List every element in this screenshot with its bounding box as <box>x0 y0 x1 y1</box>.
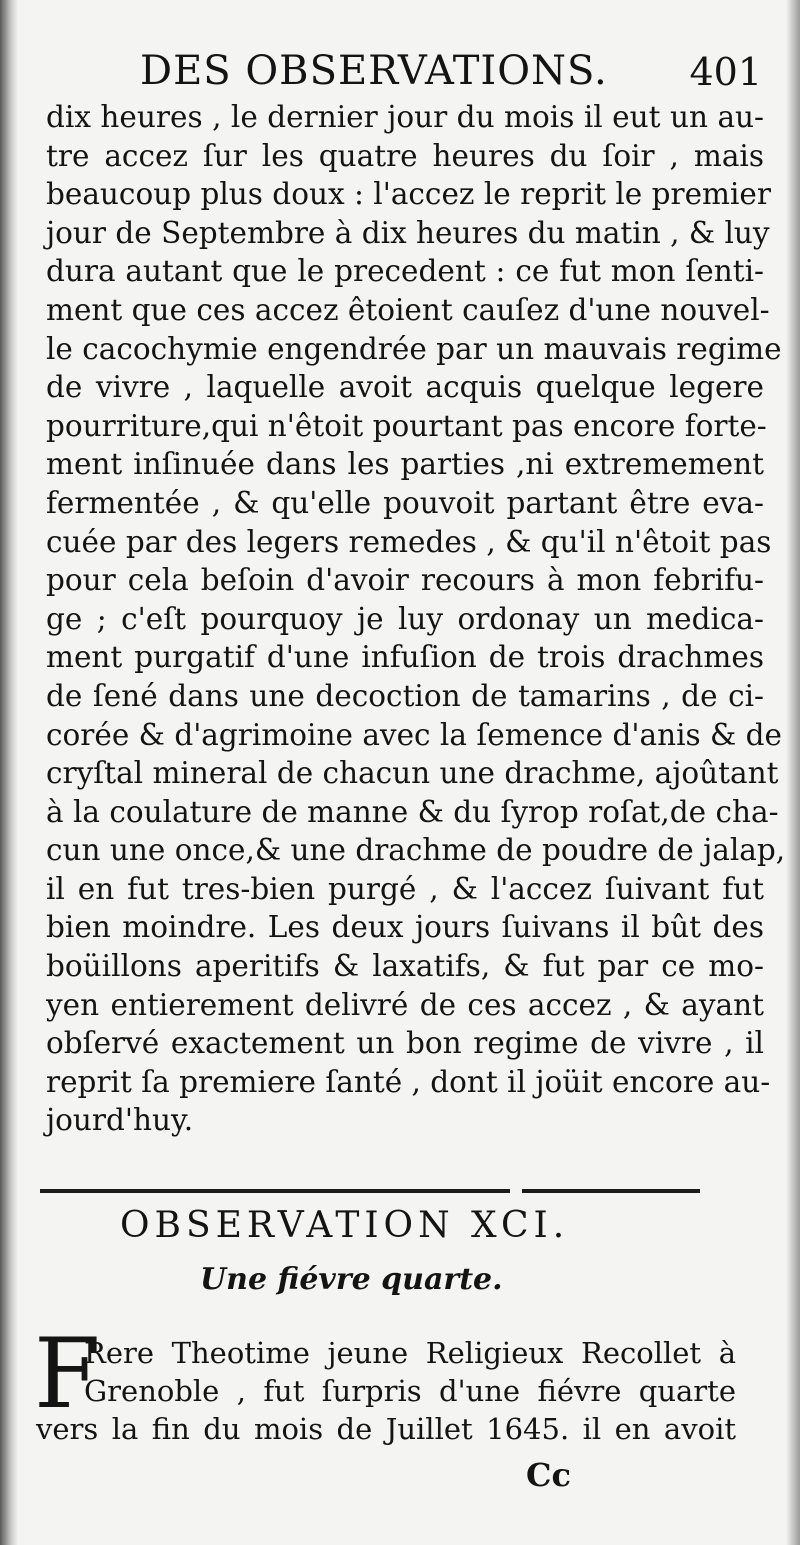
text-line: dix heures , le dernier jour du mois il eut un au- <box>46 100 764 134</box>
text-line: tre accez ſur les quatre heures du ſoir , mais <box>46 138 764 173</box>
text-line: jour de Septembre à dix heures du matin , & luy <box>46 215 770 250</box>
text-line: pourriture,qui n'êtoit pourtant pas encore forte- <box>46 408 767 443</box>
text-line: jourd'huy. <box>46 1103 194 1138</box>
text-line: cuée par des legers remedes , & qu'il n'êtoit pas <box>46 524 772 559</box>
text-line: obſervé exactement un bon regime de vivre , il <box>46 1026 764 1061</box>
text-line: le cacochymie engendrée par un mauvais regime <box>46 331 782 366</box>
text-line: beaucoup plus doux : l'accez le reprit le premier <box>46 177 771 212</box>
text-line: dura autant que le precedent : ce fut mon ſenti- <box>46 254 764 289</box>
divider-rule-left <box>40 1189 510 1193</box>
observation-text <box>36 1334 736 1448</box>
text-line: ment inſinuée dans les parties ,ni extremement <box>46 447 764 482</box>
divider-rule-right <box>522 1189 700 1193</box>
text-line: yen entierement delivré de ces accez , & ayant <box>46 987 764 1022</box>
text-line: cun une once,& une drachme de poudre de jalap, <box>46 833 786 868</box>
section-divider <box>40 1186 700 1196</box>
text-line: ge ; c'eſt pourquoy je luy ordonay un medica- <box>46 601 764 636</box>
body-text <box>46 98 786 1140</box>
text-line: boüillons aperitifs & laxatifs, & fut par ce mo- <box>46 949 764 984</box>
text-line: Grenoble , fut ſurpris d'une fiévre quarte <box>84 1374 736 1408</box>
text-line: à la coulature de manne & du ſyrop roſat,de cha- <box>46 794 779 829</box>
running-head <box>140 42 770 102</box>
signature-mark: Cc <box>526 1456 571 1494</box>
page-gutter-shadow <box>0 0 18 1545</box>
text-line: fermentée , & qu'elle pouvoit partant être eva- <box>46 485 764 520</box>
text-line: bien moindre. Les deux jours ſuivans il bût des <box>46 910 764 945</box>
text-line: de vivre , laquelle avoit acquis quelque legere <box>46 370 764 405</box>
observation-subtitle: Une fiévre quarte. <box>200 1262 503 1297</box>
text-line: Rere Theotime jeune Religieux Recollet à <box>84 1336 736 1370</box>
running-title: DES OBSERVATIONS. <box>140 48 608 94</box>
text-line: cryſtal mineral de chacun une drachme, ajoûtant <box>46 756 779 791</box>
text-line: ment purgatif d'une infuſion de trois drachmes <box>46 640 764 675</box>
text-line: il en fut tres-bien purgé , & l'accez ſuivant fut <box>46 871 764 906</box>
text-line: de ſené dans une decoction de tamarins , de ci- <box>46 678 764 713</box>
drop-cap: F <box>34 1318 101 1430</box>
text-line: vers la fin du mois de Juillet 1645. il en avoit <box>36 1412 736 1446</box>
observation-heading: OBSERVATION XCI. <box>120 1205 570 1246</box>
text-line: corée & d'agrimoine avec la ſemence d'anis & de <box>46 717 783 752</box>
text-line: ment que ces accez êtoient cauſez d'une nouvel- <box>46 292 770 327</box>
page-number: 401 <box>689 50 762 94</box>
text-line: reprit ſa premiere ſanté , dont il joüit encore au- <box>46 1064 771 1099</box>
text-line: pour cela beſoin d'avoir recours à mon febrifu- <box>46 563 764 598</box>
page-edge-shadow <box>786 0 800 1545</box>
